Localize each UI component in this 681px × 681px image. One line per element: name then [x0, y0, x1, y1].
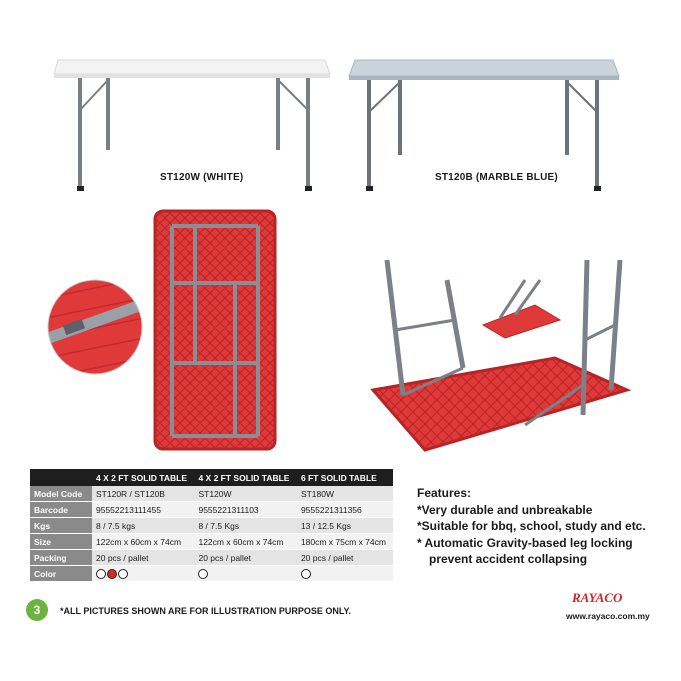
spec-table-header-row [30, 469, 393, 486]
feature-item: prevent accident collapsing [429, 552, 588, 566]
header-blank [30, 469, 92, 486]
cell: 9555221311356 [297, 502, 393, 518]
color-cell [194, 566, 296, 582]
cell: 180cm x 75cm x 74cm [297, 534, 393, 550]
color-cell [92, 566, 194, 582]
color-swatch-dot [96, 569, 106, 579]
cell: 20 pcs / pallet [297, 550, 393, 566]
features-title: Features: [417, 486, 472, 500]
disclaimer-text: *ALL PICTURES SHOWN ARE FOR ILLUSTRATION PURPOSE ONLY. [60, 606, 352, 616]
cell: ST180W [297, 486, 393, 502]
cell: 9555221311103 [194, 502, 296, 518]
cell: 122cm x 60cm x 74cm [92, 534, 194, 550]
feature-item: * Automatic Gravity-based leg locking [417, 535, 633, 550]
cell: 8 / 7.5 kgs [92, 518, 194, 534]
row-label: Barcode [30, 502, 92, 518]
brand-logo: RAYACO [572, 590, 623, 605]
row-label: Packing [30, 550, 92, 566]
leg-lock-closeup-image [46, 278, 144, 376]
color-swatches [96, 568, 129, 578]
cell: 122cm x 60cm x 74cm [194, 534, 296, 550]
page-number-badge: 3 [26, 599, 48, 621]
color-cell [297, 566, 393, 582]
cell: 13 / 12.5 Kgs [297, 518, 393, 534]
color-swatch-dot [107, 569, 117, 579]
table-row [30, 518, 393, 534]
row-label: Kgs [30, 518, 92, 534]
row-label: Model Code [30, 486, 92, 502]
cell: 20 pcs / pallet [92, 550, 194, 566]
spec-table [30, 469, 393, 582]
feature-item: *Very durable and unbreakable [417, 502, 593, 517]
red-table-legs-up-image [365, 250, 635, 455]
cell: 20 pcs / pallet [194, 550, 296, 566]
cell: ST120R / ST120B [92, 486, 194, 502]
header-col-1: 4 X 2 FT SOLID TABLE [92, 469, 194, 486]
table-row [30, 550, 393, 566]
features-block [417, 485, 646, 568]
table-row [30, 486, 393, 502]
red-table-underside-image [150, 208, 280, 453]
cell: ST120W [194, 486, 296, 502]
color-swatches [301, 568, 312, 578]
color-swatches [198, 568, 209, 578]
color-swatch-dot [118, 569, 128, 579]
header-col-3: 6 FT SOLID TABLE [297, 469, 393, 486]
header-col-2: 4 X 2 FT SOLID TABLE [194, 469, 296, 486]
cell: 8 / 7.5 Kgs [194, 518, 296, 534]
table-row [30, 502, 393, 518]
row-label: Color [30, 566, 92, 582]
color-swatch-dot [198, 569, 208, 579]
caption-white-table: ST120W (WHITE) [160, 172, 244, 183]
caption-blue-table: ST120B (MARBLE BLUE) [435, 172, 558, 183]
row-label: Size [30, 534, 92, 550]
table-row [30, 534, 393, 550]
website-url: www.rayaco.com.my [566, 611, 650, 621]
table-row [30, 566, 393, 582]
color-swatch-dot [301, 569, 311, 579]
feature-item: *Suitable for bbq, school, study and etc. [417, 519, 646, 533]
cell: 95552213111455 [92, 502, 194, 518]
